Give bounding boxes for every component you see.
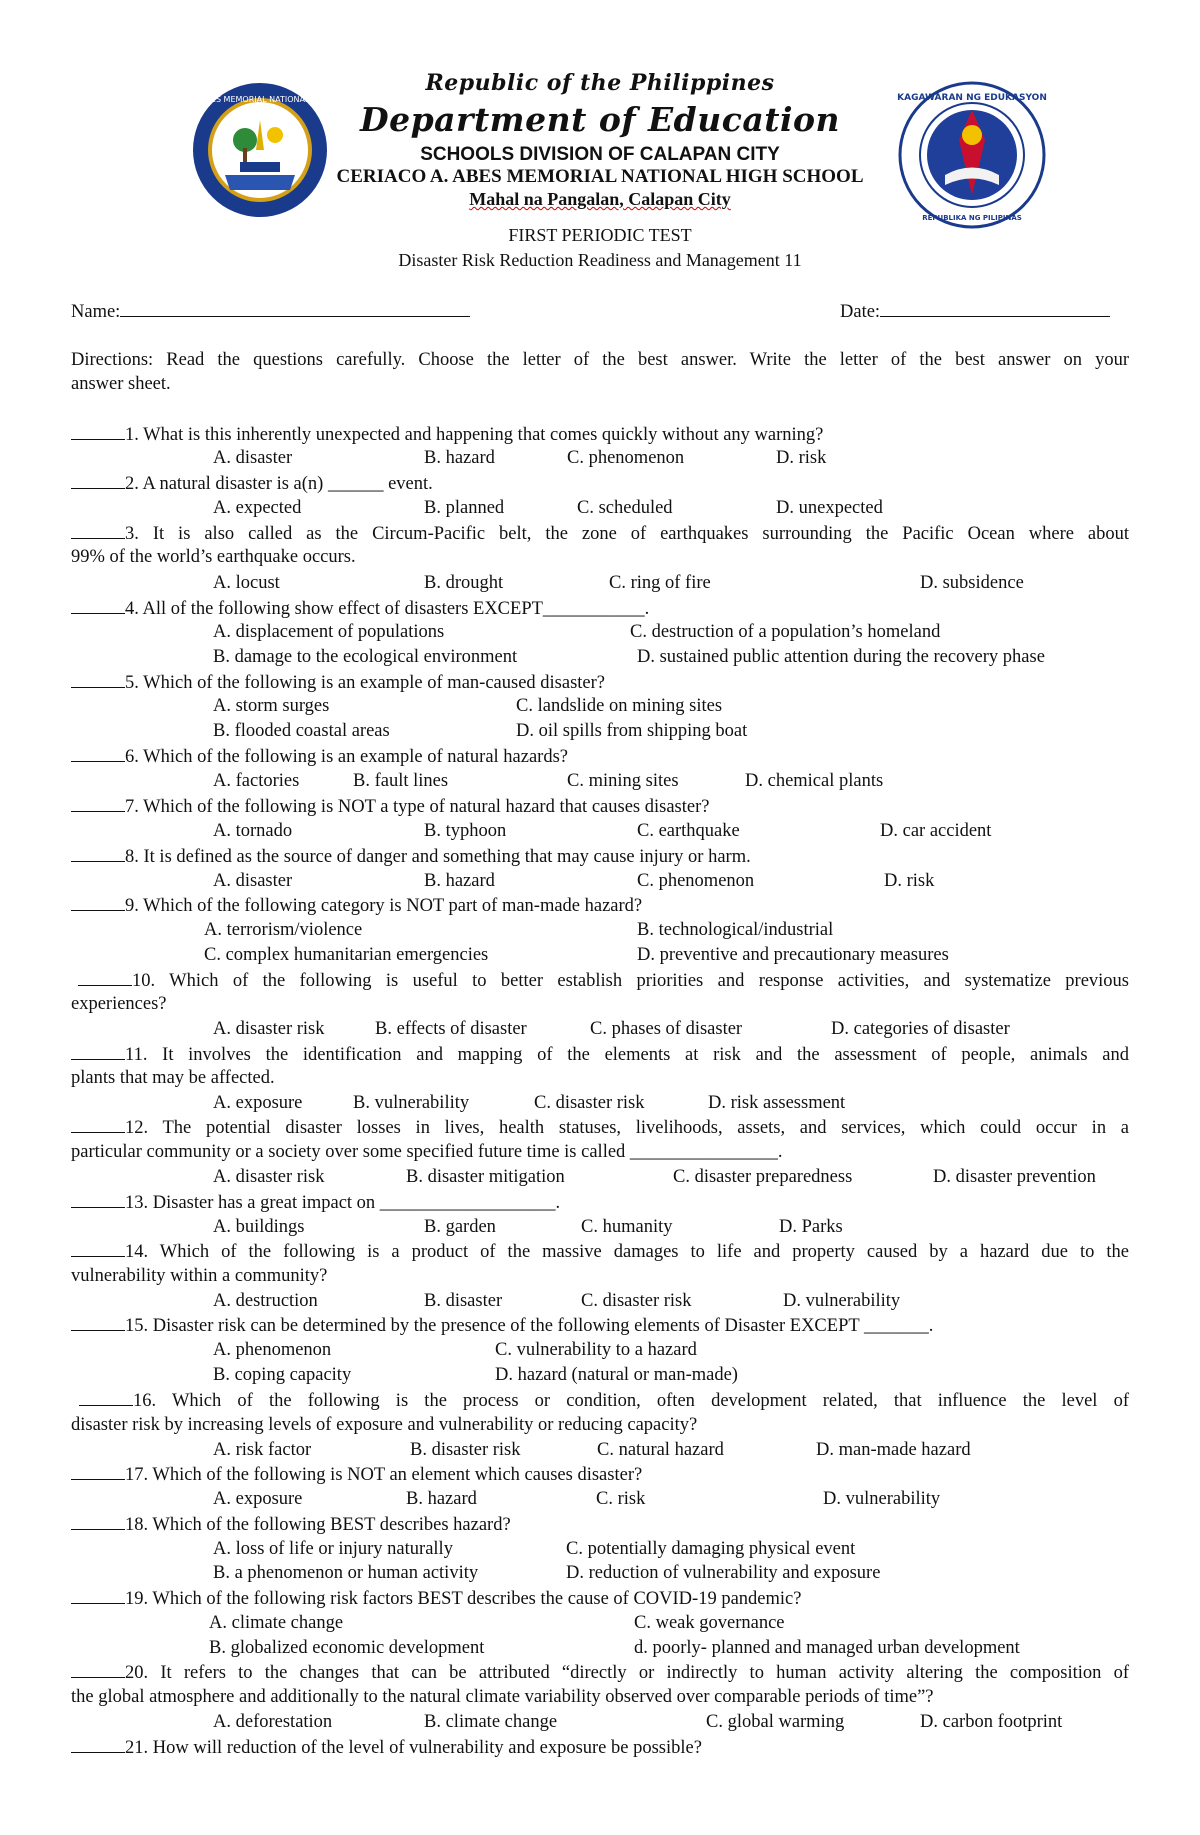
test-title: FIRST PERIODIC TEST xyxy=(508,225,692,245)
question-10-stem-line-1 xyxy=(78,969,1129,992)
answer-choice: B. fault lines xyxy=(353,771,449,791)
subject-title: Disaster Risk Reduction Readiness and Management 11 xyxy=(398,250,802,270)
answer-choice: d. poorly- planned and managed urban development xyxy=(634,1638,1020,1658)
question-6-stem-line-1 xyxy=(71,745,568,768)
answer-choice: C. phenomenon xyxy=(637,871,755,891)
answer-choice: A. exposure xyxy=(213,1489,303,1509)
answer-choice: A. disaster xyxy=(213,448,293,468)
answer-choice: D. unexpected xyxy=(776,498,883,518)
answer-blank[interactable] xyxy=(71,795,125,812)
answer-choice: C. disaster risk xyxy=(534,1093,645,1113)
answer-blank[interactable] xyxy=(71,671,125,688)
answer-choice: D. carbon footprint xyxy=(920,1712,1063,1732)
question-text: 2. A natural disaster is a(n) ______ event. xyxy=(125,474,433,494)
school-seal-text: CERIACO A. ABES MEMORIAL NATIONAL HIGH SCHOOL xyxy=(151,95,369,104)
question-21-stem-line-1 xyxy=(71,1736,702,1759)
answer-choice: D. vulnerability xyxy=(823,1489,941,1509)
answer-choice: B. disaster mitigation xyxy=(406,1167,565,1187)
answer-blank[interactable] xyxy=(71,894,125,911)
question-17-stem-line-1 xyxy=(71,1463,642,1486)
answer-blank[interactable] xyxy=(71,1513,125,1530)
answer-choice: C. landslide on mining sites xyxy=(516,696,723,716)
answer-choice: A. disaster risk xyxy=(213,1167,325,1187)
name-label: Name: xyxy=(71,302,121,322)
answer-choice: A. displacement of populations xyxy=(213,622,445,642)
question-11-stem-line-1 xyxy=(71,1043,1129,1066)
question-2-stem-line-1 xyxy=(71,472,433,495)
question-12-stem-line-1 xyxy=(71,1116,1129,1139)
question-16-stem-line-1 xyxy=(79,1389,1129,1412)
answer-choice: B. coping capacity xyxy=(213,1365,352,1385)
question-19-stem-line-1 xyxy=(71,1587,801,1610)
answer-choice: D. Parks xyxy=(779,1217,843,1237)
answer-blank[interactable] xyxy=(71,1661,125,1678)
question-9-stem-line-1 xyxy=(71,894,642,917)
deped-seal-bottom-text: REPUBLIKA NG PILIPINAS xyxy=(922,214,1022,222)
answer-choice: B. hazard xyxy=(406,1489,477,1509)
answer-choice: B. disaster risk xyxy=(410,1440,521,1460)
answer-blank[interactable] xyxy=(71,1043,125,1060)
answer-choice: D. categories of disaster xyxy=(831,1019,1010,1039)
answer-choice: C. ring of fire xyxy=(609,573,711,593)
answer-choice: B. flooded coastal areas xyxy=(213,721,390,741)
answer-choice: A. factories xyxy=(213,771,300,791)
answer-blank[interactable] xyxy=(71,472,125,489)
question-text: 5. Which of the following is an example of man-caused disaster? xyxy=(125,673,605,693)
question-text: 11. It involves the identification and mapping of the elements at risk and the assessment of people, animals and xyxy=(125,1045,1129,1065)
location-text: Mahal na Pangalan, Calapan City xyxy=(469,189,731,209)
answer-choice: C. global warming xyxy=(706,1712,845,1732)
answer-choice: C. disaster preparedness xyxy=(673,1167,853,1187)
answer-choice: A. tornado xyxy=(213,821,293,841)
answer-choice: C. destruction of a population’s homeland xyxy=(630,622,941,642)
answer-blank[interactable] xyxy=(71,423,125,440)
question-8-stem-line-1 xyxy=(71,845,751,868)
answer-choice: B. disaster xyxy=(424,1291,503,1311)
answer-blank[interactable] xyxy=(71,1587,125,1604)
question-20-stem-line-1 xyxy=(71,1661,1129,1684)
directions-line-2: answer sheet. xyxy=(71,374,171,394)
answer-blank[interactable] xyxy=(71,522,125,539)
answer-choice: B. technological/industrial xyxy=(637,920,834,940)
answer-choice: A. exposure xyxy=(213,1093,303,1113)
answer-choice: C. complex humanitarian emergencies xyxy=(204,945,489,965)
question-4-stem-line-1 xyxy=(71,597,649,620)
answer-choice: D. disaster prevention xyxy=(933,1167,1096,1187)
answer-choice: C. humanity xyxy=(581,1217,673,1237)
question-7-stem-line-1 xyxy=(71,795,709,818)
question-11-stem-line-2: plants that may be affected. xyxy=(71,1068,275,1088)
date-blank[interactable] xyxy=(880,300,1110,317)
answer-choice: C. vulnerability to a hazard xyxy=(495,1340,697,1360)
answer-choice: B. hazard xyxy=(424,871,495,891)
question-text: 13. Disaster has a great impact on ___________________. xyxy=(125,1193,561,1213)
answer-blank[interactable] xyxy=(71,1191,125,1208)
answer-blank[interactable] xyxy=(78,969,132,986)
answer-blank[interactable] xyxy=(71,845,125,862)
answer-choice: C. disaster risk xyxy=(581,1291,692,1311)
answer-choice: A. deforestation xyxy=(213,1712,333,1732)
answer-choice: C. mining sites xyxy=(567,771,679,791)
school-heading: CERIACO A. ABES MEMORIAL NATIONAL HIGH SCHOOL xyxy=(336,166,864,187)
answer-choice: A. destruction xyxy=(213,1291,318,1311)
date-field-row xyxy=(840,300,1110,323)
question-16-stem-line-2: disaster risk by increasing levels of exposure and vulnerability or reducing capacity? xyxy=(71,1415,698,1435)
question-text: 19. Which of the following risk factors BEST describes the cause of COVID-19 pandemic? xyxy=(125,1589,802,1609)
answer-blank[interactable] xyxy=(71,597,125,614)
answer-choice: C. natural hazard xyxy=(597,1440,724,1460)
answer-choice: A. risk factor xyxy=(213,1440,312,1460)
question-text: 18. Which of the following BEST describes hazard? xyxy=(125,1515,511,1535)
deped-seal-top-text: KAGAWARAN NG EDUKASYON xyxy=(897,93,1047,103)
question-20-stem-line-2: the global atmosphere and additionally to the natural climate variability observed over comparable periods of time”? xyxy=(71,1687,934,1707)
name-field-row xyxy=(71,300,470,323)
answer-choice: D. car accident xyxy=(880,821,992,841)
answer-choice: D. man-made hazard xyxy=(816,1440,971,1460)
question-text: 8. It is defined as the source of danger and something that may cause injury or harm. xyxy=(125,847,751,867)
republic-heading: Republic of the Philippines xyxy=(425,70,775,96)
question-text: 15. Disaster risk can be determined by the presence of the following elements of Disaster EXCEPT _______. xyxy=(125,1316,934,1336)
answer-choice: B. typhoon xyxy=(424,821,507,841)
question-13-stem-line-1 xyxy=(71,1191,560,1214)
answer-choice: D. risk xyxy=(884,871,935,891)
answer-choice: C. weak governance xyxy=(634,1613,785,1633)
answer-blank[interactable] xyxy=(71,1240,125,1257)
division-heading: SCHOOLS DIVISION OF CALAPAN CITY xyxy=(420,144,780,165)
answer-choice: C. earthquake xyxy=(637,821,740,841)
answer-choice: B. vulnerability xyxy=(353,1093,470,1113)
answer-choice: D. risk assessment xyxy=(708,1093,846,1113)
answer-choice: B. planned xyxy=(424,498,505,518)
answer-choice: A. expected xyxy=(213,498,302,518)
answer-choice: D. sustained public attention during the recovery phase xyxy=(637,647,1045,667)
question-15-stem-line-1 xyxy=(71,1314,933,1337)
answer-choice: C. scheduled xyxy=(577,498,673,518)
question-text: 9. Which of the following category is NOT part of man-made hazard? xyxy=(125,896,643,916)
answer-choice: A. climate change xyxy=(209,1613,344,1633)
answer-blank[interactable] xyxy=(71,1463,125,1480)
question-14-stem-line-1 xyxy=(71,1240,1129,1263)
answer-choice: D. chemical plants xyxy=(745,771,884,791)
answer-blank[interactable] xyxy=(71,1314,125,1331)
answer-choice: C. phases of disaster xyxy=(590,1019,743,1039)
answer-blank[interactable] xyxy=(71,1116,125,1133)
answer-choice: A. phenomenon xyxy=(213,1340,332,1360)
answer-choice: D. reduction of vulnerability and exposure xyxy=(566,1563,881,1583)
answer-blank[interactable] xyxy=(71,1736,125,1753)
question-10-stem-line-2: experiences? xyxy=(71,994,167,1014)
answer-blank[interactable] xyxy=(71,745,125,762)
question-text: 4. All of the following show effect of disasters EXCEPT___________. xyxy=(125,599,650,619)
answer-choice: D. preventive and precautionary measures xyxy=(637,945,949,965)
answer-choice: A. loss of life or injury naturally xyxy=(213,1539,453,1559)
question-1-stem-line-1 xyxy=(71,423,823,446)
answer-choice: C. potentially damaging physical event xyxy=(566,1539,856,1559)
question-text: 14. Which of the following is a product of the massive damages to life and property caused by a hazard due to the xyxy=(125,1242,1129,1262)
answer-choice: B. garden xyxy=(424,1217,496,1237)
question-3-stem-line-1 xyxy=(71,522,1129,545)
answer-choice: D. oil spills from shipping boat xyxy=(516,721,748,741)
name-blank[interactable] xyxy=(120,300,470,317)
question-text: 1. What is this inherently unexpected and happening that comes quickly without any warning? xyxy=(125,425,824,445)
answer-choice: D. subsidence xyxy=(920,573,1024,593)
answer-choice: B. hazard xyxy=(424,448,495,468)
answer-choice: A. disaster risk xyxy=(213,1019,325,1039)
answer-blank[interactable] xyxy=(79,1389,133,1406)
question-text: 3. It is also called as the Circum-Pacific belt, the zone of earthquakes surrounding the Pacific Ocean where about xyxy=(125,524,1129,544)
answer-choice: C. risk xyxy=(596,1489,646,1509)
question-text: 20. It refers to the changes that can be attributed “directly or indirectly to human activity altering the composition of xyxy=(125,1663,1129,1683)
question-3-stem-line-2: 99% of the world’s earthquake occurs. xyxy=(71,547,356,567)
question-text: 6. Which of the following is an example of natural hazards? xyxy=(125,747,568,767)
question-text: 7. Which of the following is NOT a type of natural hazard that causes disaster? xyxy=(125,797,710,817)
question-5-stem-line-1 xyxy=(71,671,605,694)
answer-choice: A. terrorism/violence xyxy=(204,920,363,940)
answer-choice: A. buildings xyxy=(213,1217,305,1237)
answer-choice: D. hazard (natural or man-made) xyxy=(495,1365,738,1385)
answer-choice: A. disaster xyxy=(213,871,293,891)
answer-choice: A. storm surges xyxy=(213,696,330,716)
date-label: Date: xyxy=(840,302,881,322)
question-text: 16. Which of the following is the process or condition, often development related, that influence the level of xyxy=(133,1391,1129,1411)
directions-line-1: Directions: Read the questions carefully. Choose the letter of the best answer. Write the letter of the best answer on your xyxy=(71,350,1129,370)
question-text: 10. Which of the following is useful to better establish priorities and response activities, and systematize previous xyxy=(132,971,1129,991)
answer-choice: B. drought xyxy=(424,573,504,593)
answer-choice: B. globalized economic development xyxy=(209,1638,485,1658)
answer-choice: B. effects of disaster xyxy=(375,1019,527,1039)
location-heading xyxy=(0,189,1200,210)
question-14-stem-line-2: vulnerability within a community? xyxy=(71,1266,328,1286)
question-text: 17. Which of the following is NOT an element which causes disaster? xyxy=(125,1465,643,1485)
question-text: 12. The potential disaster losses in lives, health statuses, livelihoods, assets, and services, which could occur in a xyxy=(125,1118,1129,1138)
answer-choice: D. vulnerability xyxy=(783,1291,901,1311)
answer-choice: B. damage to the ecological environment xyxy=(213,647,518,667)
question-12-stem-line-2: particular community or a society over some specified future time is called ________________. xyxy=(71,1142,783,1162)
department-heading: Department of Education xyxy=(359,100,840,139)
question-18-stem-line-1 xyxy=(71,1513,511,1536)
question-text: 21. How will reduction of the level of vulnerability and exposure be possible? xyxy=(125,1738,702,1758)
answer-choice: B. climate change xyxy=(424,1712,558,1732)
answer-choice: A. locust xyxy=(213,573,280,593)
answer-choice: B. a phenomenon or human activity xyxy=(213,1563,479,1583)
answer-choice: C. phenomenon xyxy=(567,448,685,468)
answer-choice: D. risk xyxy=(776,448,827,468)
